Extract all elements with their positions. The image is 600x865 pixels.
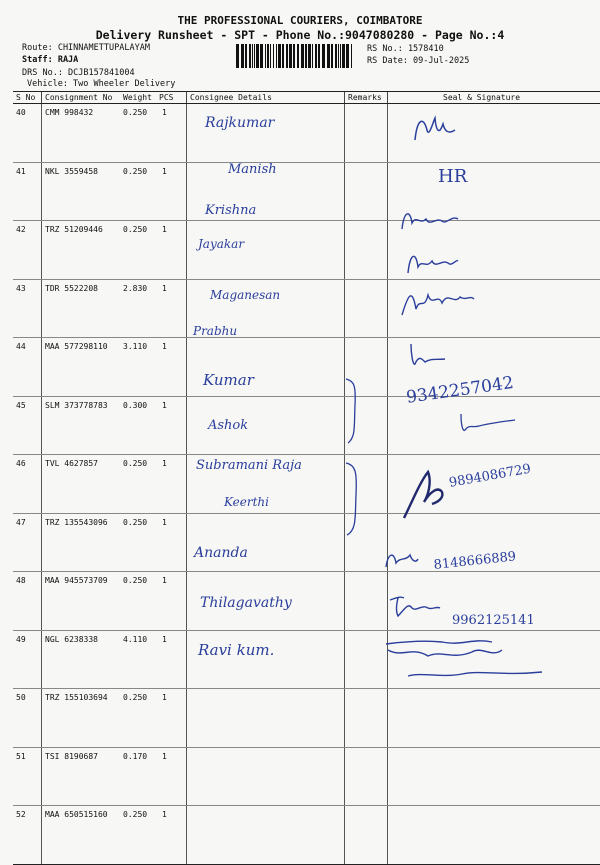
- staff-label: Staff: RAJA: [22, 55, 78, 65]
- cell-pcs: 1: [156, 689, 187, 748]
- signature-mark: [402, 245, 462, 280]
- cell-weight: 3.110: [120, 338, 156, 397]
- signature-mark: [386, 590, 446, 620]
- table-row: [13, 162, 600, 221]
- cell-pcs: 1: [156, 396, 187, 455]
- col-header-pcs: PCS: [156, 92, 187, 104]
- rs-number: RS No.: 1578410: [367, 44, 444, 54]
- handwritten-name: Ananda: [194, 545, 248, 561]
- col-header-remarks: Remarks: [345, 92, 388, 104]
- cell-weight: 0.250: [120, 513, 156, 572]
- cell-sno: 45: [13, 396, 42, 455]
- cell-consignee: [187, 806, 345, 865]
- cell-sno: 43: [13, 279, 42, 338]
- signature-mark: [405, 110, 465, 150]
- signature-mark: [398, 462, 458, 522]
- handwritten-name: Maganesan: [210, 288, 280, 302]
- cell-remarks: [345, 279, 388, 338]
- col-header-sno: S No: [13, 92, 42, 104]
- cell-consignee: [187, 513, 345, 572]
- handwritten-name: Kumar: [203, 371, 254, 389]
- phone-number: 9894086729: [448, 462, 532, 491]
- table-row: [13, 747, 600, 806]
- cell-remarks: [345, 162, 388, 221]
- cell-remarks: [345, 689, 388, 748]
- cell-consignee: [187, 630, 345, 689]
- cell-weight: 2.830: [120, 279, 156, 338]
- cell-consignment: CMM 998432: [42, 104, 121, 163]
- cell-remarks: [345, 572, 388, 631]
- cell-seal: [388, 747, 600, 806]
- cell-sno: 50: [13, 689, 42, 748]
- table-row: [13, 806, 600, 865]
- cell-remarks: [345, 221, 388, 280]
- cell-consignment: MAA 945573709: [42, 572, 121, 631]
- handwritten-name: Jayakar: [198, 237, 244, 251]
- cell-consignment: TRZ 51209446: [42, 221, 121, 280]
- cell-consignment: MAA 650515160: [42, 806, 121, 865]
- table-row: [13, 104, 600, 163]
- cell-pcs: 1: [156, 513, 187, 572]
- cell-sno: 48: [13, 572, 42, 631]
- cell-weight: 0.250: [120, 806, 156, 865]
- cell-pcs: 1: [156, 279, 187, 338]
- handwritten-name: Ashok: [208, 418, 248, 433]
- rs-date: RS Date: 09-Jul-2025: [367, 56, 469, 66]
- cell-weight: 0.250: [120, 689, 156, 748]
- vehicle-label: Vehicle: Two Wheeler Delivery: [27, 79, 175, 89]
- phone-number: 9342257042: [405, 373, 515, 408]
- cell-weight: 0.250: [120, 104, 156, 163]
- cell-consignment: TSI 8190687: [42, 747, 121, 806]
- runsheet-subtitle: Delivery Runsheet - SPT - Phone No.:9047080280 - Page No.:4: [0, 28, 600, 42]
- cell-consignment: MAA 577298110: [42, 338, 121, 397]
- cell-sno: 47: [13, 513, 42, 572]
- cell-sno: 46: [13, 455, 42, 514]
- signature-mark: [382, 636, 552, 691]
- route-label: Route: CHINNAMETTUPALAYAM: [22, 43, 150, 53]
- cell-weight: 0.300: [120, 396, 156, 455]
- cell-pcs: 1: [156, 338, 187, 397]
- cell-pcs: 1: [156, 162, 187, 221]
- cell-sno: 44: [13, 338, 42, 397]
- signature-initials: HR: [438, 166, 467, 187]
- handwritten-name: Keerthi: [224, 495, 269, 509]
- handwritten-name: Subramani Raja: [196, 458, 302, 473]
- table-header-row: [13, 92, 600, 104]
- cell-remarks: [345, 747, 388, 806]
- cell-seal: [388, 689, 600, 748]
- company-title: THE PROFESSIONAL COURIERS, COIMBATORE: [0, 14, 600, 27]
- cell-consignment: TVL 4627857: [42, 455, 121, 514]
- phone-number: 8148666889: [433, 549, 517, 573]
- handwritten-name: Rajkumar: [205, 115, 274, 131]
- cell-consignment: NGL 6238338: [42, 630, 121, 689]
- table-row: [13, 689, 600, 748]
- cell-consignment: NKL 3559458: [42, 162, 121, 221]
- signature-mark: [382, 545, 422, 575]
- cell-pcs: 1: [156, 747, 187, 806]
- cell-consignee: [187, 747, 345, 806]
- cell-pcs: 1: [156, 806, 187, 865]
- cell-consignment: SLM 373778783: [42, 396, 121, 455]
- cell-weight: 4.110: [120, 630, 156, 689]
- cell-sno: 52: [13, 806, 42, 865]
- cell-consignment: TRZ 155103694: [42, 689, 121, 748]
- cell-remarks: [345, 806, 388, 865]
- cell-consignment: TDR 5522208: [42, 279, 121, 338]
- handwritten-name: Prabhu: [193, 324, 237, 338]
- signature-mark: [455, 410, 525, 440]
- handwritten-name: Manish: [228, 162, 277, 177]
- handwritten-name: Thilagavathy: [200, 595, 292, 611]
- cell-consignee: [187, 689, 345, 748]
- table-row: [13, 279, 600, 338]
- cell-sno: 40: [13, 104, 42, 163]
- table-row: [13, 455, 600, 514]
- cell-weight: 0.250: [120, 572, 156, 631]
- cell-pcs: 1: [156, 104, 187, 163]
- handwritten-name: Ravi kum.: [198, 641, 274, 659]
- cell-seal: [388, 806, 600, 865]
- signature-mark: [405, 340, 455, 370]
- cell-pcs: 1: [156, 455, 187, 514]
- remarks-brackets: [338, 375, 366, 550]
- cell-weight: 0.250: [120, 221, 156, 280]
- cell-sno: 51: [13, 747, 42, 806]
- cell-weight: 0.170: [120, 747, 156, 806]
- cell-pcs: 1: [156, 221, 187, 280]
- col-header-consignee: Consignee Details: [187, 92, 345, 104]
- cell-consignment: TRZ 135543096: [42, 513, 121, 572]
- cell-sno: 41: [13, 162, 42, 221]
- cell-pcs: 1: [156, 630, 187, 689]
- table-row: [13, 221, 600, 280]
- handwritten-name: Krishna: [205, 203, 256, 218]
- drs-number: DRS No.: DCJB157841004: [22, 68, 135, 78]
- cell-pcs: 1: [156, 572, 187, 631]
- cell-weight: 0.250: [120, 455, 156, 514]
- col-header-weight: Weight: [120, 92, 156, 104]
- signature-mark: [398, 285, 478, 320]
- cell-sno: 49: [13, 630, 42, 689]
- signature-mark: [398, 205, 468, 235]
- cell-weight: 0.250: [120, 162, 156, 221]
- phone-number: 9962125141: [452, 613, 535, 628]
- barcode: [236, 44, 352, 68]
- col-header-seal: Seal & Signature: [388, 92, 600, 104]
- cell-consignee: [187, 104, 345, 163]
- col-header-consignment: Consignment No: [42, 92, 121, 104]
- cell-remarks: [345, 104, 388, 163]
- cell-sno: 42: [13, 221, 42, 280]
